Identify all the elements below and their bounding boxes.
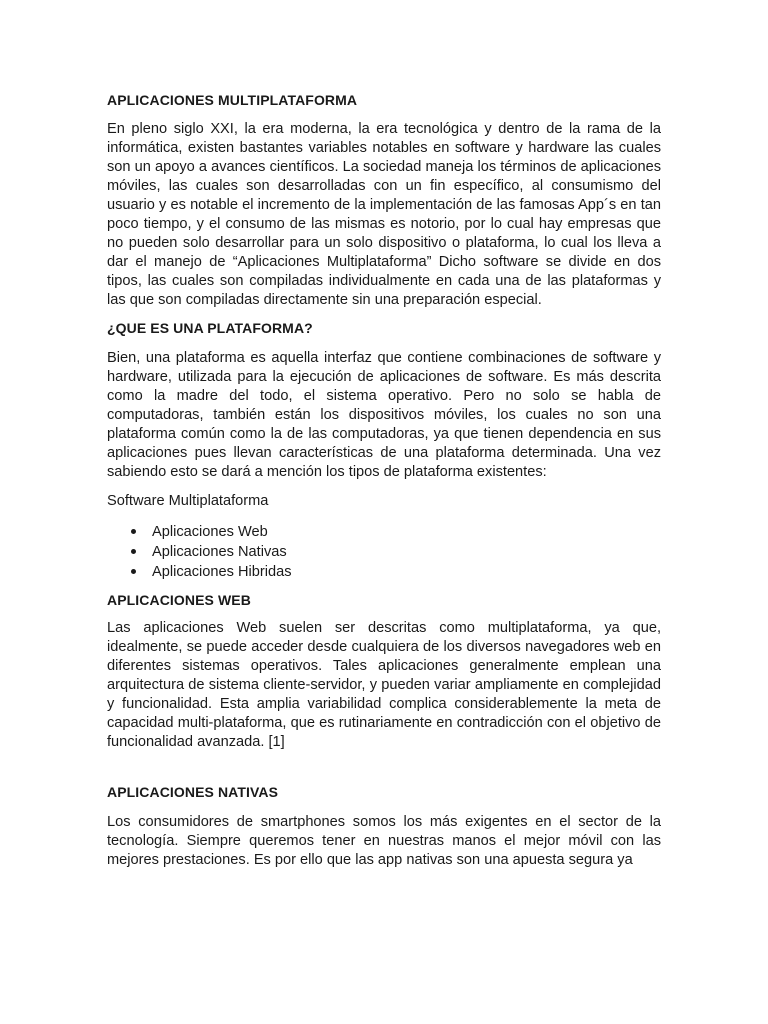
list-item: [107, 542, 661, 562]
paragraph-aplicaciones-web: Las aplicaciones Web suelen ser descritas como multiplataforma, ya que, idealmente, se puede acceder desde cualquiera de los diversos navegadores web en diferentes sistemas operativos. Tales aplicaciones generalmente emplean una arquitectura de sistema cliente-servidor, y pueden variar ampliamente en complejidad y funcionalidad. Esta amplia variabilidad complica considerablemente la meta de capacidad multi-plataforma, que es rutinariamente en contradicción con el objetivo de funcionalidad avanzada. [1]: [107, 620, 661, 750]
platform-types-list: [107, 522, 661, 582]
bullet-icon: [131, 549, 136, 554]
list-item: [107, 522, 661, 542]
heading-aplicaciones-nativas: APLICACIONES NATIVAS: [107, 784, 279, 800]
heading-aplicaciones-web: APLICACIONES WEB: [107, 592, 251, 608]
heading-aplicaciones-multiplataforma: APLICACIONES MULTIPLATAFORMA: [107, 92, 358, 108]
list-item: [107, 562, 661, 582]
list-label: Software Multiplataforma: [107, 493, 269, 509]
list-item-label: Aplicaciones Nativas: [152, 544, 287, 560]
paragraph-intro: En pleno siglo XXI, la era moderna, la era tecnológica y dentro de la rama de la informática, existen bastantes variables notables en software y hardware las cuales son un apoyo a avances científicos. La sociedad maneja los términos de aplicaciones móviles, las cuales son desarrolladas con un fin específico, al consumismo del usuario y es notable el incremento de la implementación de las famosas App´s en tan poco tiempo, y el consumo de las mismas es notorio, por lo cual hay empresas que no pueden solo desarrollar para un solo dispositivo o plataforma, lo cual los lleva a dar el manejo de “Aplicaciones Multiplataforma” Dicho software se divide en dos tipos, las cuales son compiladas individualmente en cada una de las plataformas y las que son compiladas directamente sin una preparación especial.: [107, 121, 661, 308]
paragraph-aplicaciones-nativas: Los consumidores de smartphones somos los más exigentes en el sector de la tecnología. Siempre queremos tener en nuestras manos el mejor móvil con las mejores prestaciones. Es por ello que las app nativas son una apuesta segura ya: [107, 814, 661, 868]
paragraph-plataforma: Bien, una plataforma es aquella interfaz que contiene combinaciones de software y hardware, utilizada para la ejecución de aplicaciones de software. Es más descrita como la madre del todo, el sistema operativo. Pero no solo se habla de computadoras, también están los dispositivos móviles, los cuales no son una plataforma común como la de las computadoras, ya que tienen dependencia en sus aplicaciones pues llevan características de una plataforma determinada. Una vez sabiendo esto se dará a mención los tipos de plataforma existentes:: [107, 350, 661, 480]
list-item-label: Aplicaciones Hibridas: [152, 564, 292, 580]
bullet-icon: [131, 569, 136, 574]
list-item-label: Aplicaciones Web: [152, 524, 268, 540]
bullet-icon: [131, 529, 136, 534]
heading-que-es-una-plataforma: ¿QUE ES UNA PLATAFORMA?: [107, 320, 313, 336]
